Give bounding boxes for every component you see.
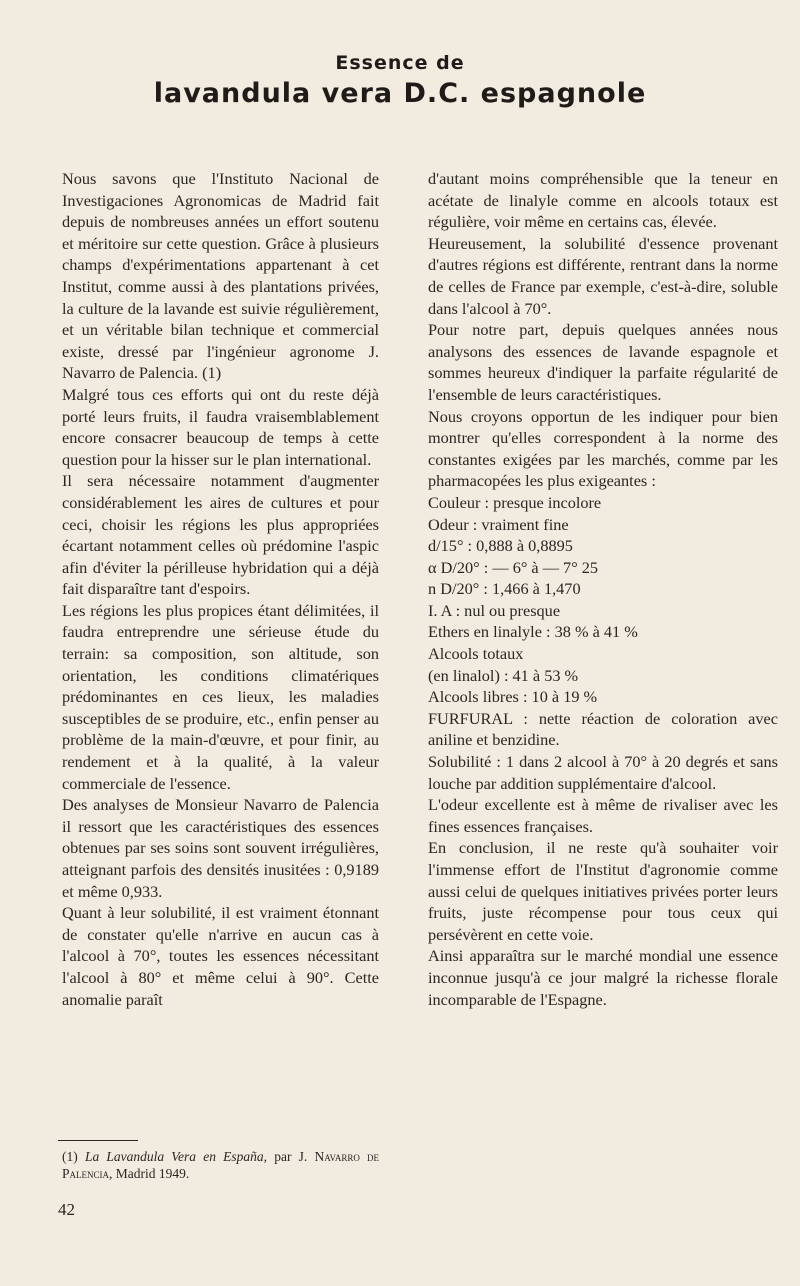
paragraph: Malgré tous ces efforts qui ont du reste déjà porté leurs fruits, il faudra vraisemblablement encore consacrer beaucoup de temps à cette question pour la hisser sur le plan international.: [62, 384, 379, 469]
left-column: [62, 168, 379, 1010]
title-line-1: Essence de: [335, 52, 465, 74]
spec-line: (en linalol) : 41 à 53 %: [428, 665, 579, 685]
paragraph: L'odeur excellente est à même de rivaliser avec les fines essences françaises.: [428, 795, 778, 836]
spec-line: α D/20° : — 6° à — 7° 25: [428, 557, 599, 577]
paragraph: Ainsi apparaîtra sur le marché mondial une essence inconnue jusqu'à ce jour malgré la richesse florale incomparable de l'Espagne.: [428, 946, 778, 1009]
paragraph: Pour notre part, depuis quelques années nous analysons des essences de lavande espagnole et sommes heureux d'indiquer la parfaite régularité de l'ensemble de leurs caractéristiques.: [428, 320, 778, 404]
footnote: [62, 1148, 379, 1182]
spec-line: n D/20° : 1,466 à 1,470: [428, 579, 581, 599]
spec-line: Solubilité : 1 dans 2 alcool à 70° à 20 degrés et sans louche par addition supplémentaire d'alcool.: [428, 752, 778, 793]
spec-line: Odeur : vraiment fine: [428, 514, 569, 534]
paragraph: Les régions les plus propices étant délimitées, il faudra entreprendre une sérieuse étude du terrain: sa composition, son altitude, son orientation, les conditions climatériques prédominantes en ces lieux, les maladies susceptibles de se produire, etc., enfin penser au problème de la main-d'œuvre, et pour finir, au rendement et à la qualité, à la valeur commerciale de l'essence.: [62, 600, 379, 793]
footnote-marker: (1): [62, 1149, 78, 1164]
spec-line: Couleur : presque incolore: [428, 492, 602, 512]
paragraph: Nous savons que l'Instituto Nacional de Investigaciones Agronomicas de Madrid fait depuis de nombreuses années un effort soutenu et méritoire sur cette question. Grâce à plusieurs champs d'expérimentations appartenant à cet Institut, comme aussi à des plantations privées, la culture de la lavande est suivie régulièrement, et un véritable bilan technique et commercial existe, dressé par l'ingénieur agronome J. Navarro de Palencia. (1): [62, 169, 379, 383]
title-line-2: lavandula vera D.C. espagnole: [153, 78, 647, 109]
paragraph: Des analyses de Monsieur Navarro de Palencia il ressort que les caractéristiques des essences obtenues par ses soins sont souvent irrégulières, atteignant parfois des densités inusitées : 0,9189 et même 0,933.: [62, 795, 379, 901]
spec-line: FURFURAL : nette réaction de coloration avec aniline et benzidine.: [428, 708, 778, 750]
spec-line: Alcools totaux: [428, 644, 524, 664]
paragraph: En conclusion, il ne reste qu'à souhaiter voir l'immense effort de l'Institut d'agronomie comme aussi celui de quelques initiatives privées porter leurs fruits, juste récompense pour tous ceux qui persévèrent en cette voie.: [428, 838, 778, 944]
spec-line: Ethers en linalyle : 38 % à 41 %: [428, 622, 638, 642]
spec-line: d/15° : 0,888 à 0,8895: [428, 536, 573, 556]
article-title: [0, 52, 800, 109]
spec-line: Alcools libres : 10 à 19 %: [428, 687, 598, 707]
paragraph: Quant à leur solubilité, il est vraiment étonnant de constater qu'elle n'arrive en aucun cas à l'alcool à 70°, toutes les essences nécessitant l'alcool à 80° et même celui à 90°. Cette anomalie paraît: [62, 903, 379, 1009]
footnote-title: La Lavandula Vera en España,: [84, 1149, 268, 1164]
right-column: [428, 168, 778, 1010]
spec-line: I. A : nul ou presque: [428, 600, 561, 620]
paragraph: Il sera nécessaire notamment d'augmenter considérablement les aires de cultures et pour ceci, choisir les régions les plus appropriées écartant notamment celles où prédomine l'aspic afin d'éviter la périlleuse hybridation qui a déjà fait disparaître tant d'espoirs.: [62, 471, 379, 599]
footnote-by: par: [274, 1149, 292, 1164]
footnote-place-year: Madrid 1949.: [115, 1166, 190, 1181]
paragraph: Heureusement, la solubilité d'essence provenant d'autres régions est différente, rentrant dans la norme de celles de France par exemple, c'est-à-dire, soluble dans l'alcool à 70°.: [428, 233, 778, 318]
footnote-author: J. Navarro de Palencia,: [62, 1149, 380, 1181]
paragraph: Nous croyons opportun de les indiquer pour bien montrer qu'elles correspondent à la norme des constantes exigées par les marchés, comme par les pharmacopées les plus exigeantes :: [428, 406, 778, 491]
paragraph: d'autant moins compréhensible que la teneur en acétate de linalyle comme en alcools totaux est régulière, voir même en certains cas, élevée.: [428, 169, 778, 232]
page-number: 42: [58, 1200, 75, 1219]
footnote-rule: [58, 1140, 138, 1141]
